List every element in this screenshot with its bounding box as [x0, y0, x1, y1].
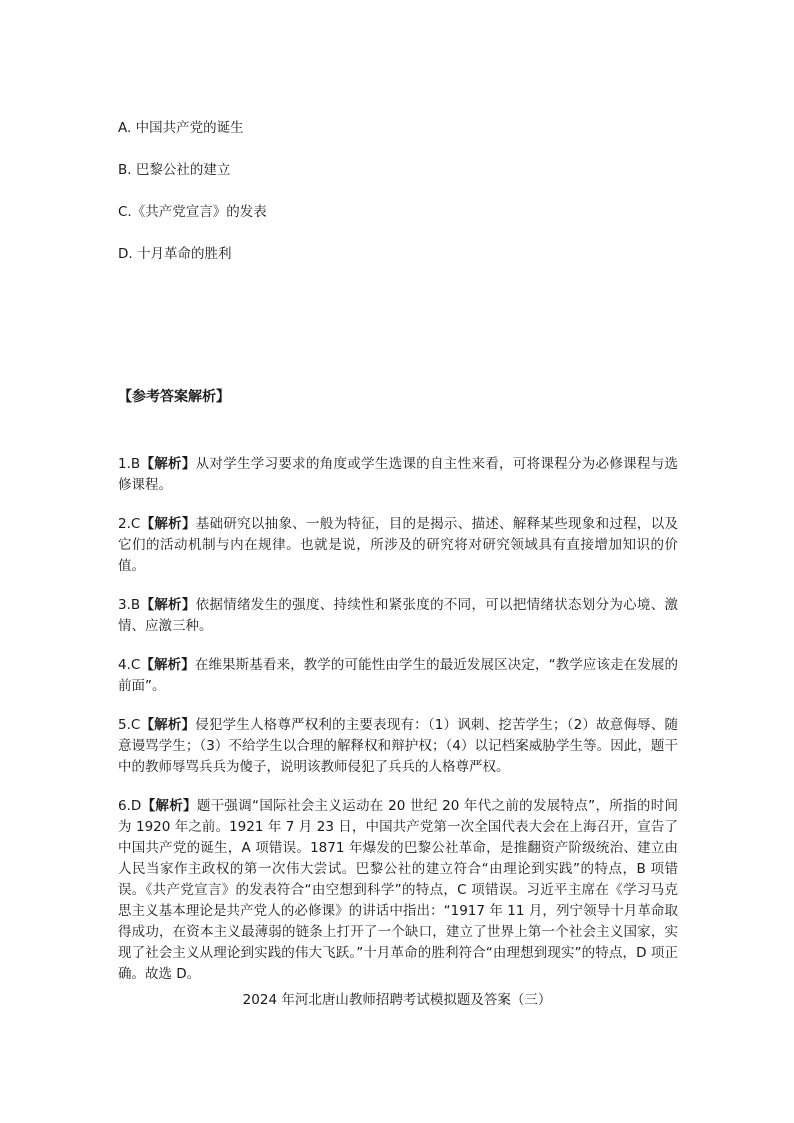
answer-tag: 【解析】 [140, 597, 196, 613]
answer-2 [118, 514, 678, 577]
answer-number: 5.C [118, 717, 141, 733]
answer-number: 2.C [118, 516, 141, 532]
answer-text: 从对学生学习要求的角度或学生选课的自主性来看，可将课程分为必修课程与选修课程。 [118, 456, 679, 493]
answer-3 [118, 595, 678, 637]
answer-text: 侵犯学生人格尊严权利的主要表现有：（1）讽刺、挖苦学生；（2）故意侮辱、随意谩骂学生；（3）不给学生以合理的解释权和辩护权；（4）以记档案威胁学生等。因此，题干中的教师辱骂兵兵为傻子，说明该教师侵犯了兵兵的人格尊严权。 [118, 717, 678, 775]
answer-tag: 【解析】 [140, 456, 196, 472]
option-a: A. 中国共产党的诞生 [118, 120, 244, 136]
answer-text: 依据情绪发生的强度、持续性和紧张度的不同，可以把情绪状态划分为心境、激情、应激三种。 [118, 597, 679, 634]
option-b: B. 巴黎公社的建立 [118, 162, 231, 178]
answer-5 [118, 715, 678, 778]
answer-text: 题干强调“国际社会主义运动在 20 世纪 20 年代之前的发展特点”，所指的时间为 1920 年之前。1921 年 7 月 23 日，中国共产党第一次全国代表大会在上海召开，宣告了中国共产党的诞生，A 项错误。1871 年爆发的巴黎公社革命，是推翻资产阶级统治、建立由人民当家作主政权的第一次伟大尝试。巴黎公社的建立符合“由理论到实践”的特点，B 项错误。《共产党宣言》的发表符合“由空想到科学”的特点，C 项错误。习近平主席在《学习马克思主义基本理论是共产党人的必修课》的讲话中指出：“1917 年 11 月，列宁领导十月革命取得成功，在资本主义最薄弱的链条上打开了一个缺口，建立了世界上第一个社会主义国家，实现了社会主义从理论到实践的伟大飞跃。”十月革命的胜利符合“由理想到现实”的特点，D 项正确。故选 D。 [118, 798, 678, 982]
answer-4 [118, 655, 678, 697]
answer-6 [118, 796, 678, 985]
answer-text: 在维果斯基看来，教学的可能性由学生的最近发展区决定，“教学应该走在发展的前面”。 [118, 657, 679, 694]
answer-tag: 【解析】 [140, 516, 196, 532]
answer-1 [118, 454, 678, 496]
answer-list [118, 454, 678, 1003]
answer-text: 基础研究以抽象、一般为特征，目的是揭示、描述、解释某些现象和过程，以及它们的活动机制与内在规律。也就是说，所涉及的研究将对研究领域具有直接增加知识的价值。 [118, 516, 679, 574]
answer-number: 1.B [118, 456, 141, 472]
answer-number: 3.B [118, 597, 141, 613]
answer-tag: 【解析】 [141, 798, 197, 814]
option-c: C.《共产党宣言》的发表 [118, 204, 267, 220]
option-d: D. 十月革命的胜利 [118, 246, 232, 262]
answer-number: 4.C [118, 657, 141, 673]
answer-number: 6.D [118, 798, 142, 814]
answer-tag: 【解析】 [140, 717, 196, 733]
document-title-footer: 2024 年河北唐山教师招聘考试模拟题及答案（三） [242, 992, 552, 1008]
answer-tag: 【解析】 [140, 657, 195, 673]
section-heading: 【参考答案解析】 [118, 389, 230, 405]
